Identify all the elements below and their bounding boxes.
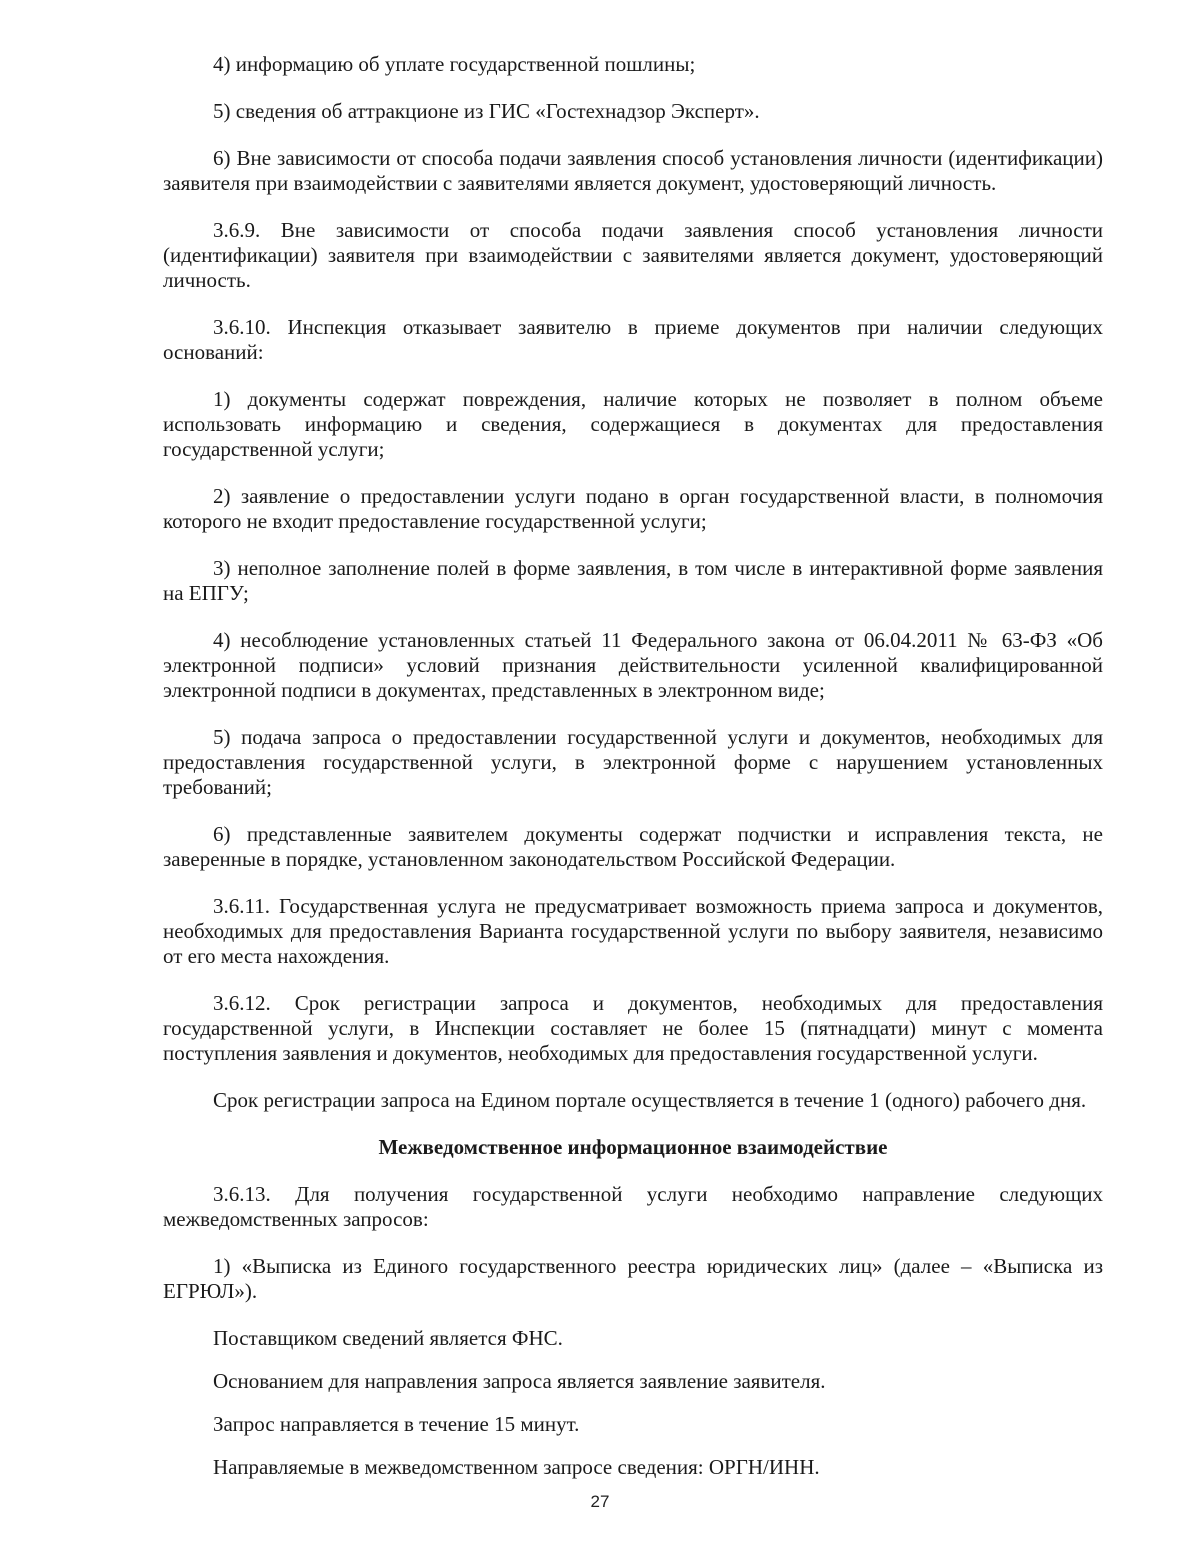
paragraph-3-6-9: 3.6.9. Вне зависимости от способа подачи заявления способ установления личности (идентификации) заявителя при взаимодействии с заявителями является документ, удостоверяющий личность. bbox=[163, 218, 1103, 292]
paragraph-item-4-state-fee: 4) информацию об уплате государственной пошлины; bbox=[213, 52, 696, 76]
page-number: 27 bbox=[590, 1492, 610, 1511]
paragraph-request-timing: Запрос направляется в течение 15 минут. bbox=[213, 1412, 580, 1436]
paragraph-refusal-4: 4) несоблюдение установленных статьей 11 Федерального закона от 06.04.2011 № 63-ФЗ «Об электронной подписи» условий признания действительности усиленной квалифицированной электронной подписи в документах, представленных в электронном виде; bbox=[163, 628, 1103, 702]
section-heading: Межведомственное информационное взаимодействие bbox=[378, 1135, 888, 1159]
paragraph-data-supplier: Поставщиком сведений является ФНС. bbox=[213, 1326, 563, 1350]
paragraph-item-6-identification: 6) Вне зависимости от способа подачи заявления способ установления личности (идентификации) заявителя при взаимодействии с заявителями является документ, удостоверяющий личность. bbox=[163, 146, 1103, 195]
paragraph-3-6-13: 3.6.13. Для получения государственной услуги необходимо направление следующих межведомственных запросов: bbox=[163, 1182, 1103, 1231]
paragraph-3-6-10: 3.6.10. Инспекция отказывает заявителю в приеме документов при наличии следующих оснований: bbox=[163, 315, 1103, 364]
paragraph-item-5-attraction-info: 5) сведения об аттракционе из ГИС «Гостехнадзор Эксперт». bbox=[213, 99, 760, 123]
paragraph-refusal-1: 1) документы содержат повреждения, наличие которых не позволяет в полном объеме использовать информацию и сведения, содержащиеся в документах для предоставления государственной услуги; bbox=[163, 387, 1103, 461]
paragraph-refusal-5: 5) подача запроса о предоставлении государственной услуги и документов, необходимых для предоставления государственной услуги, в электронной форме с нарушением установленных требований; bbox=[163, 725, 1103, 799]
paragraph-request-1-egrul: 1) «Выписка из Единого государственного реестра юридических лиц» (далее – «Выписка из ЕГРЮЛ»). bbox=[163, 1254, 1103, 1303]
paragraph-3-6-11: 3.6.11. Государственная услуга не предусматривает возможность приема запроса и документов, необходимых для предоставления Варианта государственной услуги по выбору заявителя, независимо от его места нахождения. bbox=[163, 894, 1103, 968]
paragraph-request-basis: Основанием для направления запроса является заявление заявителя. bbox=[213, 1369, 826, 1393]
paragraph-request-data: Направляемые в межведомственном запросе сведения: ОРГН/ИНН. bbox=[213, 1455, 820, 1479]
paragraph-3-6-12: 3.6.12. Срок регистрации запроса и документов, необходимых для предоставления государственной услуги, в Инспекции составляет не более 15 (пятнадцати) минут с момента поступления заявления и документов, необходимых для предоставления государственной услуги. bbox=[163, 991, 1103, 1065]
paragraph-refusal-2: 2) заявление о предоставлении услуги подано в орган государственной власти, в полномочия которого не входит предоставление государственной услуги; bbox=[163, 484, 1103, 533]
document-body bbox=[163, 52, 1103, 1498]
paragraph-refusal-3: 3) неполное заполнение полей в форме заявления, в том числе в интерактивной форме заявления на ЕПГУ; bbox=[163, 556, 1103, 605]
paragraph-refusal-6: 6) представленные заявителем документы содержат подчистки и исправления текста, не заверенные в порядке, установленном законодательством Российской Федерации. bbox=[163, 822, 1103, 871]
paragraph-registration-term: Срок регистрации запроса на Едином портале осуществляется в течение 1 (одного) рабочего дня. bbox=[213, 1088, 1087, 1112]
